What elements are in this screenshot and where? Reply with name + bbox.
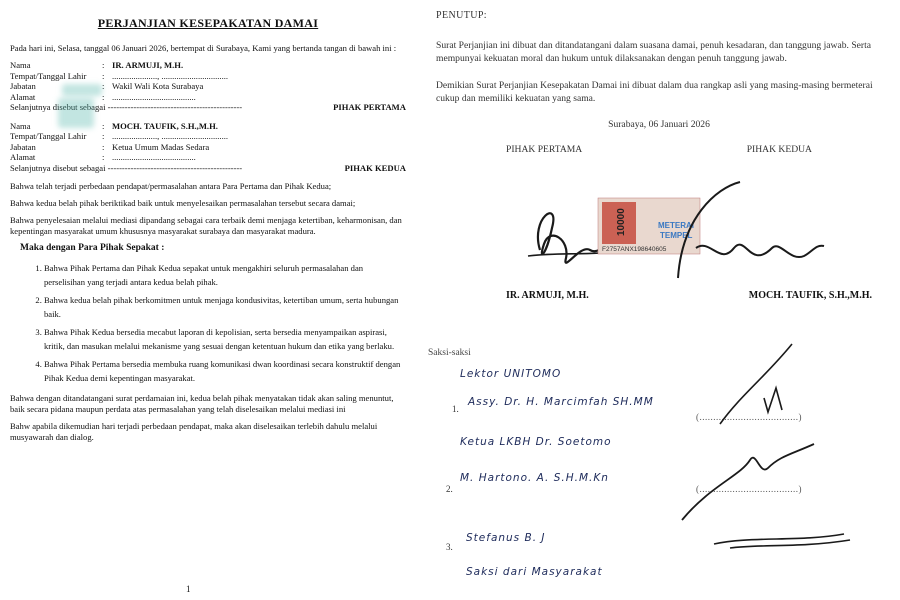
- witness-3-number: 3.: [446, 542, 453, 552]
- field-key: Jabatan: [10, 81, 36, 91]
- intro-paragraph: Pada hari ini, Selasa, tanggal 06 Januari 2026, bertempat di Surabaya, Kami yang bertanda tangan di bawah ini :: [10, 43, 397, 53]
- paragraph-5: Bahw apabila dikemudian hari terjadi perbedaan pendapat, maka akan diselesaikan terlebih dahulu melalui musyawarah dan dialog.: [10, 421, 378, 442]
- witness-signatures: [420, 336, 900, 596]
- field-key: Jabatan: [10, 141, 36, 152]
- party2-ttl: ....................., ...............................: [112, 131, 229, 141]
- witness-1-name: Assy. Dr. H. Marcimfah SH.MM: [468, 396, 654, 408]
- witness-2-signature-line: (....................................): [696, 484, 802, 494]
- paragraph-3: Bahwa penyelesaian melalui mediasi dipandang sebagai cara terbaik demi menjaga ketertiban, keharmonisan, dan kepentingan masyarakat umum khususnya masyarakat surabaya dan masyarakat madura.: [10, 215, 402, 236]
- party2-signature-label: PIHAK KEDUA: [746, 144, 812, 155]
- signatory-names: [420, 290, 900, 301]
- witness-3-signature: [714, 534, 850, 548]
- party1-addr: .......................................: [112, 91, 196, 102]
- witness-1-number: 1.: [452, 404, 459, 414]
- agreement-point: 1. Bahwa Pihak Pertama dan Pihak Kedua sepakat untuk mengakhiri seluruh permasalahan dan perselisihan yang terjadi antara kedua belah pihak.: [44, 261, 406, 289]
- field-key: Tempat/Tanggal Lahir: [10, 131, 87, 141]
- witness-2-number: 2.: [446, 484, 453, 494]
- field-key: Alamat: [10, 152, 36, 162]
- closing-heading: PENUTUP:: [436, 10, 487, 21]
- closing-paragraph-1: Surat Perjanjian ini dibuat dan ditandatangani dalam suasana damai, penuh kesadaran, dan tanggung jawab. Serta mempunyai kekuatan moral dan hukum untuk dilaksanakan dengan penuh tanggung jawab.: [436, 40, 872, 64]
- stamp-line2: TEMPEL: [660, 231, 693, 240]
- signature-party-labels: [436, 144, 882, 155]
- document-page-right: [420, 0, 900, 600]
- party2-ref-dashes: -----------------------------------------------: [107, 162, 243, 173]
- party1-name: IR. ARMUJI, M.H.: [112, 60, 184, 70]
- agreement-points-list: [10, 261, 406, 385]
- witness-2-role: Ketua LKBH Dr. Soetomo: [460, 436, 612, 448]
- party2-ref-label: PIHAK KEDUA: [344, 162, 406, 173]
- witness-1-signature: [720, 344, 792, 424]
- witness-3-name: Stefanus B. J: [466, 532, 546, 544]
- paragraph-4: Bahwa dengan ditandatangani surat perdamaian ini, kedua belah pihak menyatakan tidak akan saling menuntut, baik secara pidana maupun perdata atas permasalahan yang telah diselesaikan melalui mediasi ini: [10, 393, 394, 414]
- field-key: Alamat: [10, 91, 36, 102]
- witness-1-role: Lektor UNITOMO: [460, 368, 562, 380]
- party2-name: MOCH. TAUFIK, S.H.,M.H.: [112, 120, 218, 131]
- document-page-left: [0, 0, 420, 600]
- witness-1-signature-line: (....................................): [696, 412, 802, 422]
- agreement-point: 3. Bahwa Pihak Kedua bersedia mecabut laporan di kepolisian, serta bersedia menyampaikan aspirasi, kritik, dan masukan melalui mekanisme yang sesuai dengan ketentuan hukum dan etika yang berlaku.: [44, 325, 406, 353]
- agreement-point: 2. Bahwa kedua belah pihak berkomitmen untuk menjaga kondusivitas, ketertiban umum, serta hubungan baik.: [44, 293, 406, 321]
- party2-addr: .......................................: [112, 152, 196, 162]
- paragraph-1: Bahwa telah terjadi perbedaan pendapat/permasalahan antara Para Pertama dan Pihak Kedua;: [10, 181, 332, 191]
- witness-2-signature: [682, 444, 814, 520]
- party2-block: Nama : MOCH. TAUFIK, S.H.,M.H. Tempat/Tanggal Lahir : ....................., ............................... Jabatan : Ketua Umum Madas Sedara Alamat : ....................................... Selanjutnya disebut sebagai ----------------------------------------------- PIHAK KEDUA: [10, 120, 406, 173]
- stamp-line1: METERAI: [658, 221, 694, 230]
- redaction-smudge: [58, 98, 94, 128]
- signature-area: [420, 178, 900, 298]
- party1-ref-label: PIHAK PERTAMA: [333, 102, 406, 112]
- paragraph-2: Bahwa kedua belah pihak beriktikad baik untuk menyelesaikan permasalahan tersebut secara damai;: [10, 198, 356, 208]
- party1-ttl: ....................., ...............................: [112, 70, 229, 81]
- agreement-subheading: Maka dengan Para Pihak Sepakat :: [20, 243, 165, 253]
- redaction-smudge: [62, 84, 102, 96]
- page-number: 1: [186, 584, 191, 594]
- field-key: Nama: [10, 60, 31, 70]
- witness-3-affiliation: Saksi dari Masyarakat: [466, 566, 603, 578]
- closing-paragraph-2: Demikian Surat Perjanjian Kesepakatan Damai ini dibuat dalam dua rangkap asli yang masing-masing bermeterai cukup dan memiliki kekuatan yang sama.: [436, 80, 873, 104]
- witness-2-name: M. Hartono. A. S.H.M.Kn: [460, 472, 609, 484]
- party1-ref-text: Selanjutnya disebut sebagai: [10, 102, 106, 112]
- party2-job: Ketua Umum Madas Sedara: [112, 141, 210, 152]
- party1-printed-name: IR. ARMUJI, M.H.: [506, 290, 589, 301]
- signing-date: Surabaya, 06 Januari 2026: [608, 119, 710, 130]
- party1-ref-dashes: -----------------------------------------------: [107, 102, 243, 112]
- meterai-stamp: [598, 198, 700, 254]
- party1-signature-label: PIHAK PERTAMA: [506, 144, 583, 155]
- document-title: PERJANJIAN KESEPAKATAN DAMAI: [97, 16, 319, 30]
- witness-heading: Saksi-saksi: [428, 348, 471, 358]
- stamp-serial: F2757ANX198640605: [602, 246, 667, 253]
- agreement-point: 4. Bahwa Pihak Pertama bersedia membuka ruang komunikasi dwan koordinasi secara konstruktif dengan Pihak Kedua demi kepentingan masyarakat.: [44, 357, 406, 385]
- party2-ref-text: Selanjutnya disebut sebagai: [10, 162, 106, 173]
- field-key: Nama: [10, 120, 31, 131]
- field-key: Tempat/Tanggal Lahir: [10, 70, 87, 81]
- stamp-value: 10000: [616, 208, 627, 236]
- party1-block: Nama : IR. ARMUJI, M.H. Tempat/Tanggal Lahir : ....................., ............................... Jabatan : Wakil Wali Kota Surabaya Alamat : ....................................... Selanjutnya disebut sebagai ----------------------------------------------- PIHAK PERTAMA: [10, 60, 406, 112]
- party1-job: Wakil Wali Kota Surabaya: [112, 81, 204, 91]
- party2-printed-name: MOCH. TAUFIK, S.H.,M.H.: [748, 290, 872, 301]
